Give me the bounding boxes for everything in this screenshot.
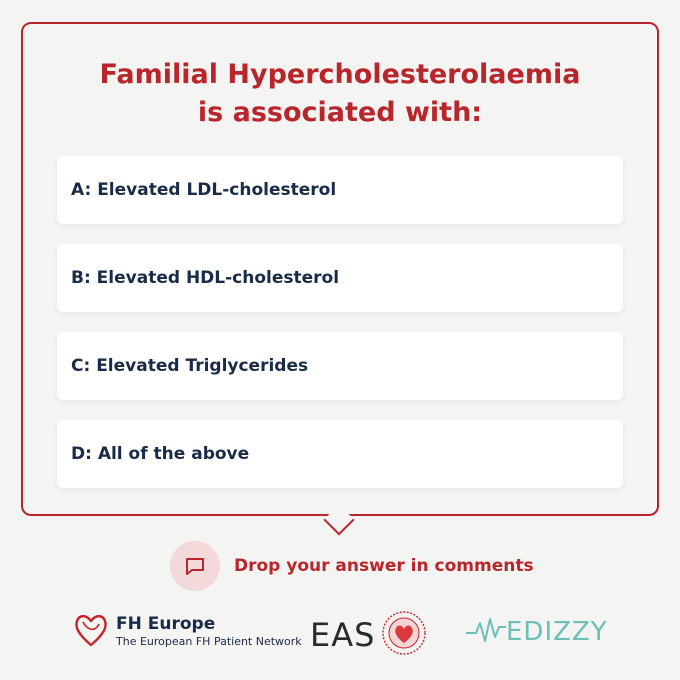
eas-logo <box>310 610 427 660</box>
option-c[interactable]: C: Elevated Triglycerides <box>57 332 623 400</box>
comment-cta[interactable] <box>170 541 534 591</box>
option-a[interactable]: A: Elevated LDL-cholesterol <box>57 156 623 224</box>
option-d[interactable]: D: All of the above <box>57 420 623 488</box>
fh-europe-tagline: The European FH Patient Network <box>116 635 302 648</box>
question-line-2: is associated with: <box>197 97 483 128</box>
heart-icon <box>74 612 108 652</box>
chat-bubble-icon <box>170 541 220 591</box>
eas-name: EAS <box>310 616 376 654</box>
medizzy-logo <box>466 615 608 649</box>
fh-europe-name: FH Europe <box>116 614 216 634</box>
heartbeat-m-icon <box>466 615 506 649</box>
option-b[interactable]: B: Elevated HDL-cholesterol <box>57 244 623 312</box>
medizzy-name: EDIZZY <box>506 617 608 647</box>
eas-heart-seal-icon <box>381 610 427 660</box>
cta-label: Drop your answer in comments <box>234 556 534 576</box>
fh-europe-logo <box>74 612 302 652</box>
question-line-1: Familial Hypercholesterolaemia <box>99 59 581 90</box>
question-title <box>21 56 659 132</box>
